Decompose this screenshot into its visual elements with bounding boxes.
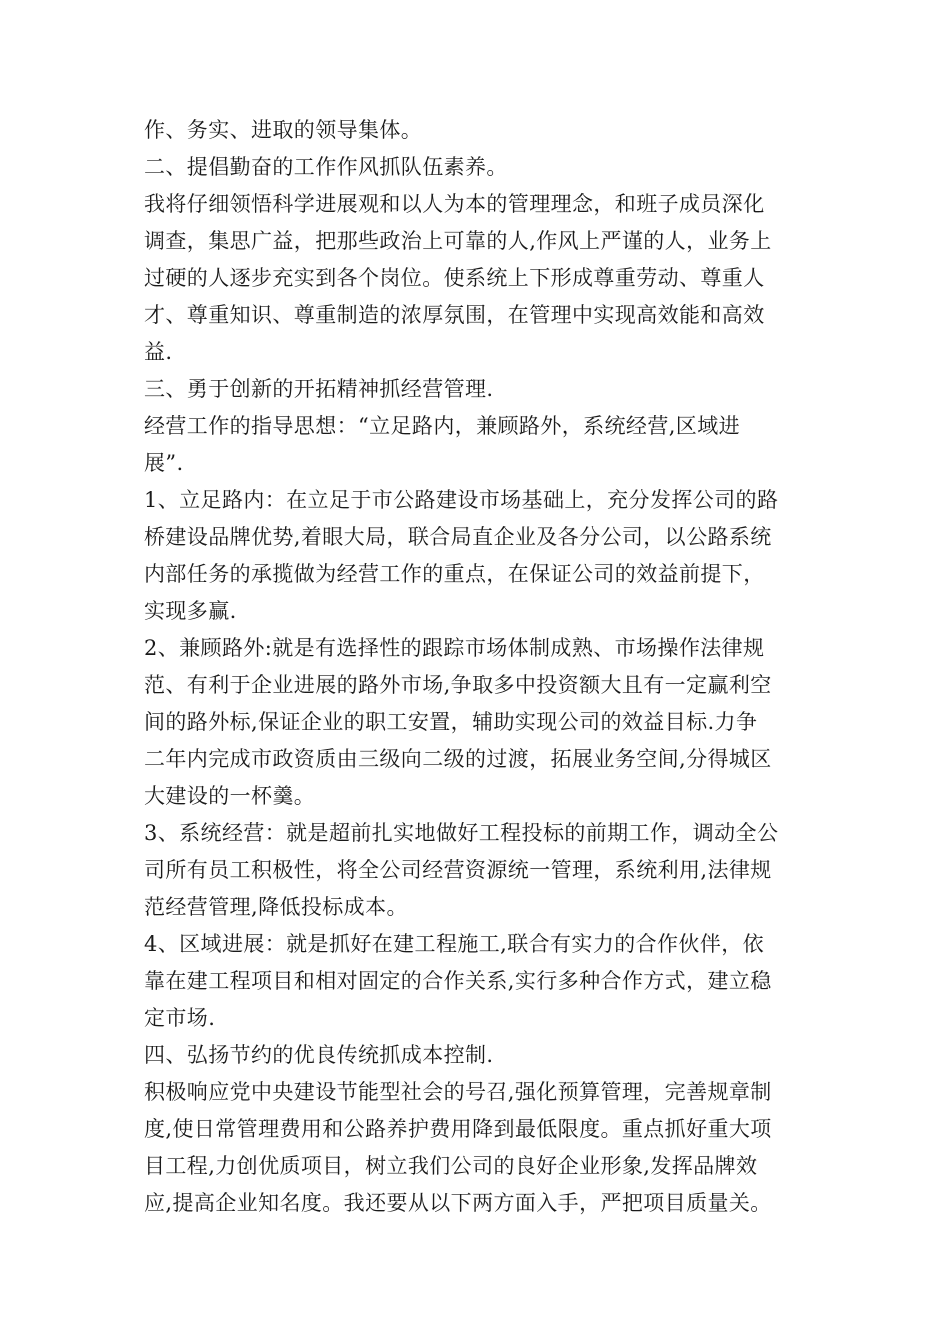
list-item-3-line: 3、系统经营：就是超前扎实地做好工程投标的前期工作，调动全公 (144, 821, 779, 845)
text-line: 范、有利于企业进展的路外市场,争取多中投资额大且有一定赢利空 (144, 673, 772, 697)
text-line: 应,提高企业知名度。我还要从以下两方面入手，严把项目质量关。 (144, 1191, 772, 1215)
text-line: 过硬的人逐步充实到各个岗位。使系统上下形成尊重劳动、尊重人 (144, 266, 765, 290)
text-line: 大建设的一杯羹。 (144, 784, 316, 808)
section-heading-2: 二、提倡勤奋的工作作风抓队伍素养。 (144, 155, 508, 179)
text-line: 我将仔细领悟科学进展观和以人为本的管理理念，和班子成员深化 (144, 192, 765, 216)
text-line: 经营工作的指导思想：“立足路内，兼顾路外，系统经营,区域进 (144, 414, 741, 438)
text-line: 范经营管理,降低投标成本。 (144, 895, 408, 919)
text-line: 定市场. (144, 1006, 216, 1030)
text-line: 桥建设品牌优势,着眼大局，联合局直企业及各分公司，以公路系统 (144, 525, 772, 549)
text-line: 间的路外标,保证企业的职工安置，辅助实现公司的效益目标.力争 (144, 710, 758, 734)
text-line: 内部任务的承揽做为经营工作的重点，在保证公司的效益前提下， (144, 562, 765, 586)
text-line: 二年内完成市政资质由三级向二级的过渡，拓展业务空间,分得城区 (144, 747, 772, 771)
document-body (144, 112, 810, 1222)
text-line: 作、务实、进取的领导集体。 (144, 118, 423, 142)
text-line: 实现多赢. (144, 599, 237, 623)
text-line: 靠在建工程项目和相对固定的合作关系,实行多种合作方式，建立稳 (144, 969, 772, 993)
text-line: 才、尊重知识、尊重制造的浓厚氛围，在管理中实现高效能和高效 (144, 303, 765, 327)
text-line: 度,使日常管理费用和公路养护费用降到最低限度。重点抓好重大项 (144, 1117, 772, 1141)
text-line: 目工程,力创优质项目，树立我们公司的良好企业形象,发挥品牌效 (144, 1154, 758, 1178)
text-line: 司所有员工积极性，将全公司经营资源统一管理，系统利用,法律规 (144, 858, 772, 882)
list-item-4-line: 4、区域进展：就是抓好在建工程施工,联合有实力的合作伙伴，依 (144, 932, 765, 956)
text-line: 调查，集思广益，把那些政治上可靠的人,作风上严谨的人，业务上 (144, 229, 772, 253)
section-heading-4: 四、弘扬节约的优良传统抓成本控制. (144, 1043, 494, 1067)
text-line: 益. (144, 340, 173, 364)
list-item-1-line: 1、立足路内：在立足于市公路建设市场基础上，充分发挥公司的路 (144, 488, 779, 512)
section-heading-3: 三、勇于创新的开拓精神抓经营管理. (144, 377, 494, 401)
text-line: 展”. (144, 451, 184, 475)
list-item-2-line: 2、兼顾路外:就是有选择性的跟踪市场体制成熟、市场操作法律规 (144, 636, 765, 660)
text-line: 积极响应党中央建设节能型社会的号召,强化预算管理，完善规章制 (144, 1080, 772, 1104)
